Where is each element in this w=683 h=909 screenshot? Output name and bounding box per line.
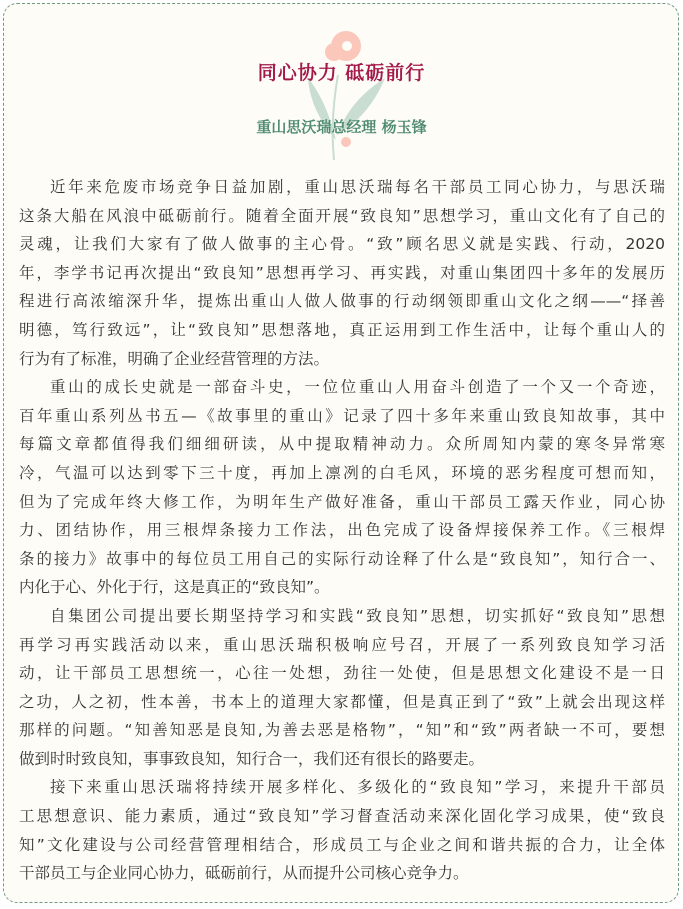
text-line: 做到时时致良知，事事致良知，知行合一，我们还有很长的路要走。 (19, 749, 485, 768)
paragraph (19, 373, 665, 602)
text-line: 力、团结协作，用三根焊条接力工作法，出色完成了设备焊接保养工作。《三根焊 (19, 521, 665, 540)
text-line: 内化于心、外化于行，这是真正的“致良知”。 (19, 578, 330, 597)
text-line: 明德，笃行致远”，让“致良知”思想落地，真正运用到工作生活中，让每个重山人的 (19, 320, 665, 339)
article-body (19, 173, 665, 888)
text-line: 重山的成长史就是一部奋斗史，一位位重山人用奋斗创造了一个又一个奇迹， (50, 378, 665, 397)
paragraph (19, 173, 665, 373)
article-title: 同心协力 砥砺前行 (257, 62, 426, 84)
text-line: 那样的问题。“知善知恶是良知,为善去恶是格物”，“知”和“致”两者缺一不可，要想 (19, 721, 665, 740)
text-line: 年，李学书记再次提出“致良知”思想再学习、再实践，对重山集团四十多年的发展历 (19, 263, 665, 282)
text-line: 工思想意识、能力素质，通过“致良知”学习督查活动来深化固化学习成果，使“致良 (19, 807, 665, 826)
text-line: 行为有了标准，明确了企业经营管理的方法。 (19, 349, 330, 368)
text-line: 每篇文章都值得我们细细研读，从中提取精神动力。众所周知内蒙的寒冬异常寒 (19, 435, 665, 454)
text-line: 再学习再实践活动以来，重山思沃瑞积极响应号召，开展了一系列致良知学习活 (19, 635, 665, 654)
text-line: 干部员工与企业同心协力，砥砺前行，从而提升公司核心竞争力。 (19, 864, 469, 883)
text-line: 近年来危废市场竞争日益加剧，重山思沃瑞每名干部员工同心协力，与思沃瑞 (50, 178, 665, 196)
text-line: 自集团公司提出要长期坚持学习和实践“致良知”思想，切实抓好“致良知”思想 (50, 606, 665, 625)
text-line: 百年重山系列丛书五—《故事里的重山》记录了四十多年来重山致良知故事，其中 (19, 406, 665, 425)
paragraph (19, 602, 665, 774)
text-line: 动，让干部员工思想统一，心往一处想，劲往一处使，但是思想文化建设不是一日 (19, 664, 665, 683)
text-line: 知”文化建设与公司经营管理相结合，形成员工与企业之间和谐共振的合力，让全体 (19, 835, 665, 854)
text-line: 这条大船在风浪中砥砺前行。随着全面开展“致良知”思想学习，重山文化有了自己的 (19, 206, 665, 225)
text-line: 条的接力》故事中的每位员工用自己的实际行动诠释了什么是“致良知”，知行合一、 (19, 549, 665, 568)
paragraph (19, 773, 665, 887)
article-author: 重山思沃瑞总经理 杨玉锋 (256, 118, 427, 136)
text-line: 接下来重山思沃瑞将持续开展多样化、多级化的“致良知”学习，来提升干部员 (50, 778, 665, 797)
flower-watermark-icon (290, 30, 400, 160)
text-line: 之功，人之初，性本善，书本上的道理大家都懂，但是真正到了“致”上就会出现这样 (19, 692, 665, 711)
text-line: 灵魂，让我们大家有了做人做事的主心骨。“致”顾名思义就是实践、行动，2020 (19, 235, 665, 254)
text-line: 冷，气温可以达到零下三十度，再加上凛冽的白毛风，环境的恶劣程度可想而知， (19, 463, 665, 482)
text-line: 但为了完成年终大修工作，为明年生产做好准备，重山干部员工露天作业，同心协 (19, 492, 665, 511)
text-line: 程进行高浓缩深升华，提炼出重山人做人做事的行动纲领即重山文化之纲——“择善 (19, 292, 665, 311)
